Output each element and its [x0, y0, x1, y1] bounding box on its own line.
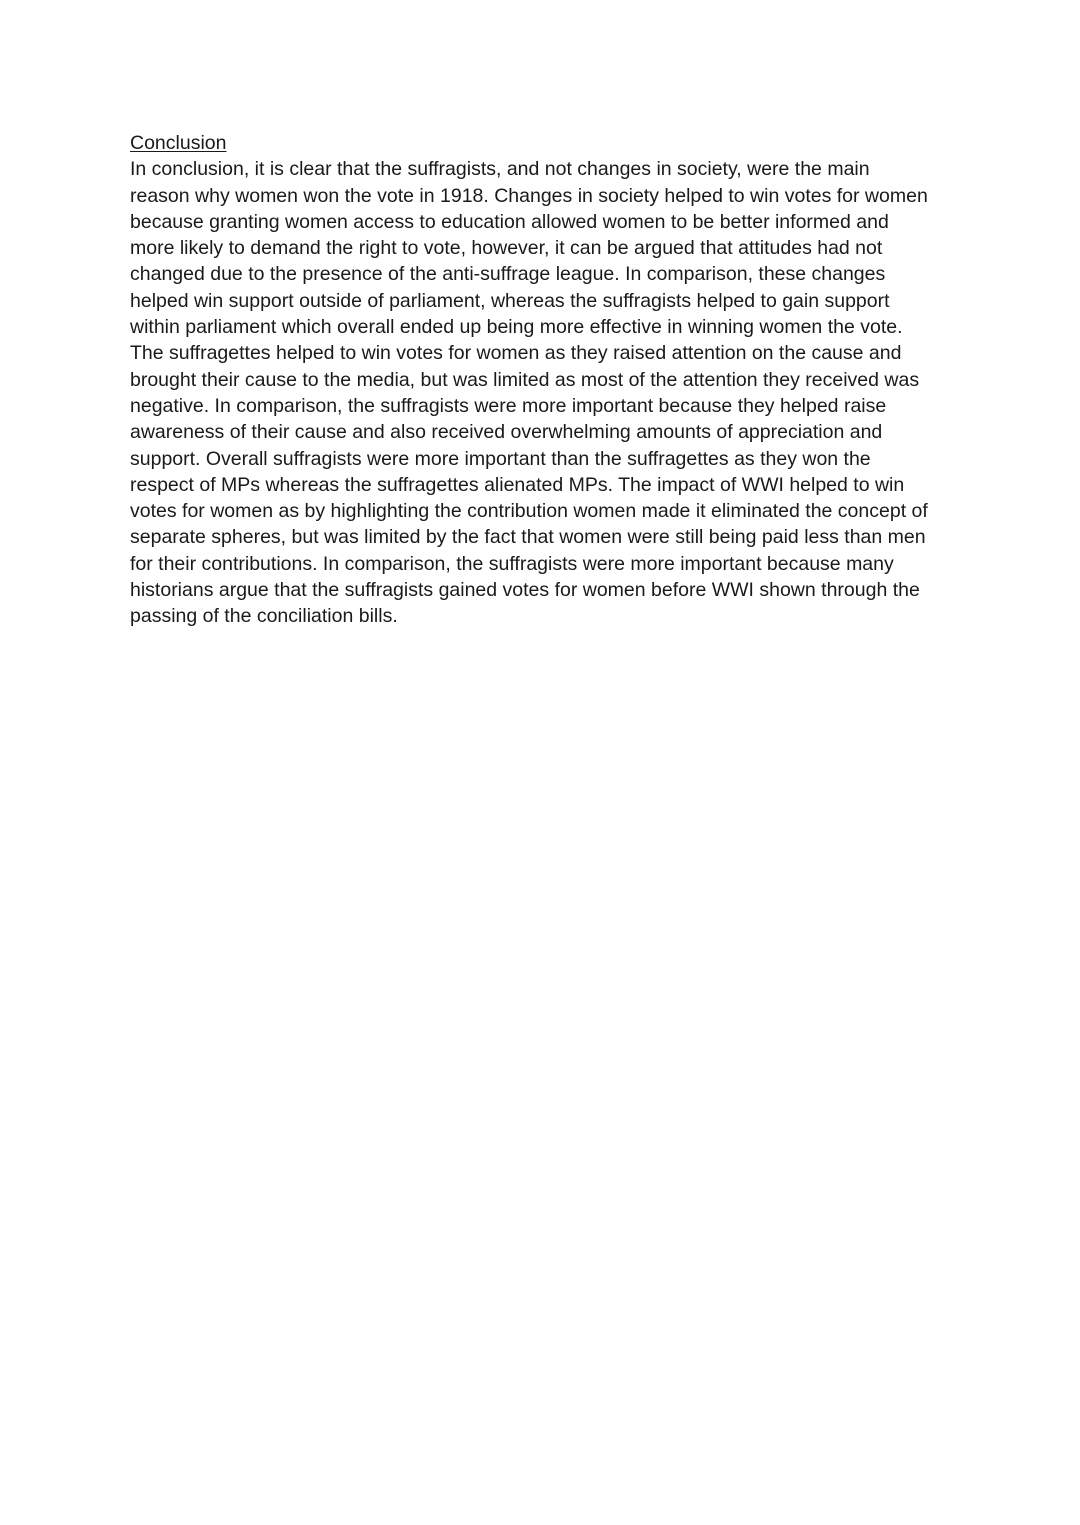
paragraph-line: negative. In comparison, the suffragists were more important because they helped raise [130, 394, 887, 417]
paragraph-line: separate spheres, but was limited by the fact that women were still being paid less than men [130, 526, 926, 549]
paragraph-line: within parliament which overall ended up being more effective in winning women the vote. [130, 316, 903, 339]
paragraph-line: awareness of their cause and also received overwhelming amounts of appreciation and [130, 421, 883, 444]
paragraph-line: votes for women as by highlighting the contribution women made it eliminated the concept of [130, 500, 928, 523]
paragraph-line: reason why women won the vote in 1918. Changes in society helped to win votes for women [130, 184, 928, 207]
conclusion-paragraph [130, 156, 960, 629]
paragraph-line: respect of MPs whereas the suffragettes alienated MPs. The impact of WWI helped to win [130, 473, 905, 496]
paragraph-line: brought their cause to the media, but was limited as most of the attention they received was [130, 368, 920, 391]
paragraph-line: support. Overall suffragists were more important than the suffragettes as they won the [130, 447, 871, 470]
section-heading: Conclusion [130, 132, 227, 154]
paragraph-line: In conclusion, it is clear that the suffragists, and not changes in society, were the main [130, 158, 870, 181]
paragraph-line: The suffragettes helped to win votes for women as they raised attention on the cause and [130, 342, 902, 365]
paragraph-line: historians argue that the suffragists gained votes for women before WWI shown through the [130, 579, 920, 602]
paragraph-line: more likely to demand the right to vote, however, it can be argued that attitudes had not [130, 237, 883, 260]
paragraph-line: because granting women access to education allowed women to be better informed and [130, 210, 889, 233]
paragraph-line: helped win support outside of parliament, whereas the suffragists helped to gain support [130, 289, 890, 312]
paragraph-line: passing of the conciliation bills. [130, 605, 398, 628]
document-body [130, 130, 960, 630]
paragraph-line: changed due to the presence of the anti-suffrage league. In comparison, these changes [130, 263, 886, 286]
paragraph-line: for their contributions. In comparison, the suffragists were more important because many [130, 552, 894, 575]
